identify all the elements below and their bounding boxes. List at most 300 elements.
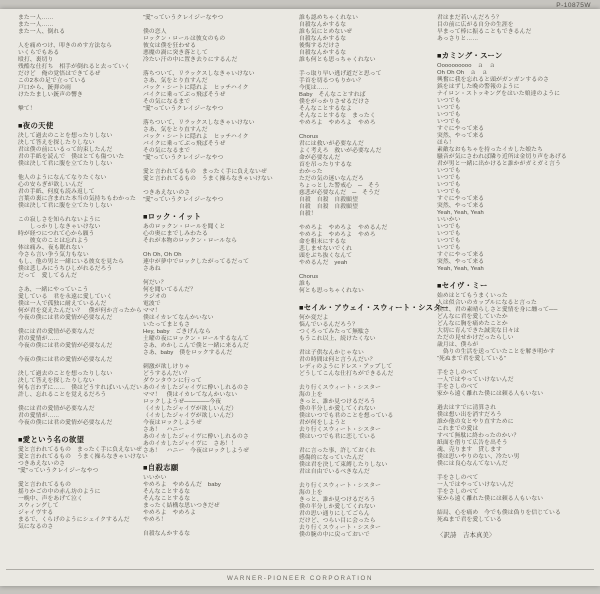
lyric-line: さあ、めかしこんで僕と一緒に来るんだ [143, 343, 249, 349]
lyric-line: また一人…… [18, 15, 54, 21]
lyric-line: 紙面を借りて広告を出そう [437, 440, 508, 446]
lyric-line: 今夜の僕には君の愛情が必要なんだ [18, 315, 113, 321]
lyric-line: わかった [299, 169, 323, 175]
verse [299, 225, 449, 267]
lyric-line: いつでも [437, 112, 461, 118]
lyric-line: つきあえないのさ [143, 190, 191, 196]
lyric-line: けたたましい銃声の響き [18, 92, 83, 98]
lyric-line: 悩んでいるんだろう？ [299, 322, 358, 328]
lyric-line: いつでも [437, 238, 461, 244]
lyric-line: 撃て！ [18, 106, 36, 112]
lyric-line: 誰も [299, 281, 311, 287]
lyric-line: 僕の半分しか愛してくれない [299, 406, 376, 412]
lyric-line: もし、他の男と一緒にいる彼女を見たら [18, 259, 125, 265]
lyric-line: 君の愛情が…… [18, 413, 60, 419]
lyric-line: 突然、やって来る [437, 203, 485, 209]
lyric-line: やめろ！ [143, 517, 167, 523]
verse [18, 357, 148, 364]
lyric-line: 今夜の僕には君の愛情が必要なんだ [18, 357, 113, 363]
lyric-line: バイクに乗ってぶっ飛ばそうぜ [143, 141, 226, 147]
lyric-line: そんなことするな [143, 489, 191, 495]
lyric-line: しっかりしなきゃいけない [18, 224, 101, 230]
lyric-line: 首を吊ったりするな [299, 162, 353, 168]
lyric-line: 僕には君の愛情が必要なんだ [18, 329, 95, 335]
lyric-line: 悲しませないでくれ [299, 246, 353, 252]
verse [18, 43, 148, 99]
verse [437, 63, 567, 273]
lyric-line: 自殺なんかするな [299, 22, 347, 28]
lyric-line: 残酷な仕打ち 相手が倒れると去っていく [18, 64, 131, 70]
verse [18, 287, 148, 322]
verse [143, 252, 273, 273]
lyric-line: その気になるまで [143, 148, 191, 154]
lyric-line: 歳月は、僕らが [437, 342, 479, 348]
verse [143, 190, 273, 204]
lyric-line: 何を聞いてるんだ？ [143, 287, 197, 293]
lyric-line: ほら！ [437, 140, 455, 146]
verse [143, 15, 273, 22]
lyric-line: 一人ではやっていけないんだ [437, 377, 514, 383]
song-title: ■愛という名の欲望 [18, 435, 85, 444]
lyric-line: 後悔するだけさ [299, 43, 341, 49]
lyric-line: この2本の足で立っている [18, 78, 87, 84]
song-title: ■カミング・スーン [437, 51, 503, 60]
lyric-line: 手をさしのべて [437, 475, 479, 481]
lyric-line: 自殺 自殺 自殺願望 [299, 204, 358, 210]
lyric-line: ダウンタウンに行って [143, 378, 202, 384]
verse [299, 350, 449, 378]
lyrics-column-2 [143, 15, 273, 545]
lyric-line: 何も言わずに…… 僕はどうすればいいんだい [18, 385, 142, 391]
verse [18, 217, 148, 280]
lyric-line: 今さら言い争う気力もない [18, 252, 89, 258]
verse [299, 71, 449, 127]
lyric-line: Baby そんなことすれば [299, 92, 366, 98]
verse [437, 405, 567, 468]
lyric-line: 愛している 君を永遠に愛していく [18, 294, 113, 300]
verse [18, 329, 148, 350]
lyric-line: 揺りかごの中の赤ん坊のように [18, 489, 101, 495]
lyric-line: ママ！ 僕はイカレてなんかいない [143, 392, 238, 398]
lyric-line: だけど、つらい目に会ったら [299, 518, 376, 524]
lyric-line: “愛”っていうクレイジーなやつ [18, 468, 99, 474]
lyric-line: 何だい？ [143, 280, 167, 286]
lyric-line: 何が君を変えたんだい？ 僕が何か言ったから [18, 308, 142, 314]
lyric-line: 騒音が気にさわれば隣り近所は金切り声をあげる [437, 154, 567, 160]
lyric-line: そんなことするなよ [299, 106, 353, 112]
lyric-line: 愛と言われてるもの うまく操らなきゃいけない [143, 176, 273, 182]
lyric-line: 突然、やって来る [437, 259, 485, 265]
verse [143, 29, 273, 64]
lyric-line: 他人のようになんてなりたくない [18, 175, 107, 181]
footer-company-name: WARNER-PIONEER CORPORATION [226, 575, 374, 582]
lyric-line: 僕の恋人 [143, 29, 167, 35]
lyric-line: そんなことするな まったく [299, 113, 376, 119]
lyric-line: Chorus [299, 134, 319, 140]
verse [143, 71, 273, 113]
lyric-line: 連中が夢中でロックしたがってるだって [143, 259, 250, 265]
lyric-line: 僕をがっかりさせるだけさ [299, 99, 370, 105]
lyric-line: 彼女のことは忘れよう [18, 238, 89, 244]
lyric-line: Oh Oh Oh ａ ａ [437, 70, 488, 76]
lyric-line: ただの見せかけだったらしい [437, 335, 514, 341]
lyric-line: やめろよ やめるんだ baby [143, 482, 221, 488]
lyric-line: すぐにやって来る [437, 252, 485, 258]
verse [299, 274, 449, 295]
lyric-line: ラジオの [143, 294, 167, 300]
verse [18, 447, 148, 475]
lyric-line: 家から遠く離れた僕には頼る人もいない [437, 496, 544, 502]
lyric-line: 何か変だよ [299, 315, 329, 321]
lyric-line: 過去はすでに清算され [437, 405, 497, 411]
lyric-line: “愛”っていうクレイジーなやつ [143, 197, 224, 203]
song-title: ■自殺志願 [143, 463, 179, 472]
lyrics-column-3 [299, 15, 449, 546]
lyric-line: 去り行くスウィート・シスター [299, 427, 382, 433]
verse [437, 475, 567, 503]
lyric-line: 君に言った事、許しておくれ [299, 448, 376, 454]
lyric-line: 僕には君の愛情が必要なんだ [18, 406, 95, 412]
lyric-line: 自殺なんかするな [299, 50, 347, 56]
lyric-line: ジャイヴする [18, 510, 54, 516]
lyric-line: 決して過去のことを想ったりしない [18, 133, 113, 139]
lyrics-column-1 [18, 15, 148, 538]
lyric-line: 君の手紙、何度も読み返して [18, 189, 95, 195]
song-title: ■夜の天使 [18, 121, 54, 130]
lyric-line: 決して過去のことを想ったりしない [18, 371, 113, 377]
lyric-line: すぐにやって来る [437, 196, 485, 202]
lyric-line: いいかい [143, 475, 167, 481]
lyric-line: 今度は…… [299, 85, 329, 91]
lyric-line: 君が男と一緒に出かけると誰かがガミガミ言う [437, 161, 561, 167]
lyric-sheet-paper [0, 9, 600, 586]
lyric-line: さあ、気をとり直すんだ [143, 127, 208, 133]
lyric-line: Yeah, Yeah, Yeah [437, 266, 484, 272]
verse [143, 280, 273, 357]
lyric-line: 冷たい汗の中に置き去りにするんだ [143, 57, 238, 63]
lyric-line: 僕はいつでも君に恋している [299, 434, 376, 440]
lyric-line: 僕の腕の中に戻っておいで [299, 532, 370, 538]
lyric-line: さあ、一緒にやっていこう [18, 287, 89, 293]
song-title: ■セイル・アウェイ・スウィート・シスター [299, 303, 449, 312]
verse [143, 531, 273, 538]
lyric-line: 僕の半分しか愛してくれない [299, 504, 376, 510]
lyric-line: 心の奥にまでしみわたる [143, 231, 208, 237]
lyric-line: 誰も認めちゃくれない [299, 15, 358, 21]
lyric-line: “愛”っていうクレイジーなやつ [143, 106, 224, 112]
translator-credit [437, 532, 567, 539]
lyric-line: Oooooooooo ａ ａ [437, 63, 496, 69]
lyric-line: バイクに乗ってぶっ飛ばそうぜ [143, 92, 226, 98]
lyrics-column-4 [437, 15, 567, 546]
lyric-line: 彼女は僕を狂わせる [143, 43, 197, 49]
lyric-line: いつでも [437, 245, 461, 251]
lyric-line: 悪魔の渦に突き落として [143, 50, 208, 56]
lyric-line: 手首を切るつもりかい？ [299, 78, 364, 84]
lyric-line: あのイカしたジャイヴに酔いしれるのさ [143, 434, 249, 440]
lyric-line: 君には救いが必要なんだ [299, 141, 364, 147]
lyric-line: ママ！ [143, 308, 161, 314]
lyric-line: 鋲をはずした晩の警報のように [437, 84, 520, 90]
lyric-line: だって 愛してるんだ [18, 273, 77, 279]
verse [299, 134, 449, 218]
lyric-line: だけど 俺の覚悟はできてるぜ [18, 71, 101, 77]
lyric-line: 体は痛み、夜も眠れない [18, 245, 84, 251]
lyric-line: さあ、気をとり直すんだ [143, 78, 208, 84]
lyric-line: “死ぬまで君を愛している” [437, 356, 506, 362]
lyric-line: やめろよ やめろよ やめろ [299, 120, 376, 126]
lyric-line: Hey, baby ごきげんなら [143, 329, 211, 335]
lyric-line: （イカしたジャイヴが欲しいんだ） [143, 406, 238, 412]
lyric-line: 落ちついて、リラックスしなきゃいけない [143, 71, 255, 77]
lyric-line: 魂、売ります 貸します [437, 447, 502, 453]
verse [18, 106, 148, 113]
verse [437, 15, 567, 43]
verse [18, 482, 148, 531]
lyric-line: 素敵なおもちゃを持ったイカした娘たち [437, 147, 543, 153]
lyric-line: 君は子供なんかじゃない [299, 350, 364, 356]
lyric-line: いつでも [437, 119, 461, 125]
lyric-line: 誰も気にとめないぜ [299, 29, 353, 35]
lyric-line: いつでも [437, 168, 461, 174]
verse [437, 293, 567, 363]
lyric-line: 〈訳詩 吉本真美〉 [437, 532, 496, 539]
lyric-line: 僕はいつでも君のことを想っている [299, 413, 394, 419]
lyric-line: スウィングして [18, 503, 59, 509]
lyric-line: 落ちついて、リラックスしなきゃいけない [143, 120, 255, 126]
lyric-line: Oh Oh, Oh Oh [143, 252, 182, 258]
lyric-line: いつでも [437, 105, 461, 111]
lyric-line: 電波で [143, 301, 161, 307]
lyric-line: 土曜の夜にロックン・ロールするなんて [143, 336, 249, 342]
lyric-line: いつでも [437, 231, 461, 237]
lyric-line: すぐにやって来る [437, 126, 485, 132]
lyric-line: 時が経つにつれて心から願う [18, 231, 95, 237]
lyric-line: どうするんだい？ [143, 371, 191, 377]
verse [437, 510, 567, 524]
lyric-line: ただの気の迷いなんだろ [299, 176, 364, 182]
lyric-line: 去り行くスウィート・シスター [299, 483, 382, 489]
lyric-line: ちょっとした警戒心 ─ そう [299, 183, 380, 189]
lyric-line: それが本物のロックン・ロールなら [143, 238, 238, 244]
lyric-line: 殴打、裏切り [18, 57, 54, 63]
lyric-line: きっと、誰か見つけるだろう [299, 399, 376, 405]
verse [299, 483, 449, 539]
lyric-line: もうこれ以上、続けたくない [299, 336, 376, 342]
lyric-line: いたってまともさ [143, 322, 191, 328]
lyric-line: どうしてこんな仕打ちができるんだ [299, 371, 394, 377]
lyric-line: 自殺なんかするな [299, 36, 347, 42]
lyric-line: あのイカしたジャイヴに さあ！！ [143, 441, 238, 447]
lyric-line: 愛と言われてるもの まったく手に負えないぜ [143, 169, 267, 175]
lyric-line: さあ！ ハニー [143, 427, 185, 433]
lyric-line: 興奮に我を忘れると頭がガンガンするのさ [437, 77, 550, 83]
lyric-line: ロックしようぜ──────今夜 [143, 399, 222, 405]
verse [18, 371, 148, 399]
lyric-line: 今夜の僕には君の愛情が必要なんだ [18, 420, 113, 426]
verse [18, 406, 148, 427]
lyric-line: 愛と言われてるもの うまく操らなきゃいけない [18, 454, 148, 460]
lyric-line: 君は僕の前にいるって約束したんだ [18, 147, 113, 153]
lyric-line: 愛と言われてるもの [18, 482, 72, 488]
lyric-line: 心の安らぎが欲しいんだ [18, 182, 83, 188]
lyric-line: やめろよ やめろよ やめるんだ [299, 225, 388, 231]
lyric-line: 僕は、君の素晴らしさと愛情を身に纏って── [437, 307, 558, 313]
lyric-line: 自殺 自殺 自殺願望 [299, 197, 358, 203]
lyric-line: 一晩中、声をあげて泣く [18, 496, 83, 502]
lyric-line: あのイカしたジャイヴに酔いしれるのさ [143, 385, 249, 391]
lyric-line: 自殺！ [299, 211, 317, 217]
lyric-line: きっと、誰か見つけるだろう [299, 497, 376, 503]
lyric-line: 突然、やって来る [437, 133, 485, 139]
lyric-line: 始めはとてもうまくいった [437, 293, 508, 299]
lyric-line: 君の思い通りにしてごらん [299, 511, 370, 517]
verse [143, 475, 273, 524]
lyric-line: また一人、倒れる [18, 29, 66, 35]
lyric-line: 手っ取り早い逃げ道だと思って [299, 71, 382, 77]
lyric-line: あっさりと…… [437, 36, 479, 42]
lyric-line: 家から遠く離れた僕には頼る人もいない [437, 391, 544, 397]
lyric-line: その気になるまで [143, 99, 191, 105]
lyric-line: 今夜はロックしようぜ [143, 420, 202, 426]
lyric-line: さあ、baby 僕をロックするんだ [143, 350, 233, 356]
lyric-line: 愛と言われてるもの まったく手に負えないぜ [18, 447, 142, 453]
lyric-line: 僕は思いやりのない、冷たい男 [437, 454, 520, 460]
verse [143, 169, 273, 183]
lyric-line: 目の前に広がる自分の生涯を [437, 22, 514, 28]
lyric-line: 自殺なんかするな [143, 531, 191, 537]
lyric-line: 僕には良心なんてないんだ [437, 461, 508, 467]
lyric-line: 君は自由でいるべきなんだ [299, 469, 370, 475]
lyric-line: いつでも [437, 175, 461, 181]
lyric-line: 言葉の裏に含まれた本当の気持ちもわかった [18, 196, 136, 202]
lyric-line: 今夜の僕には君の愛情が必要なんだ [18, 343, 113, 349]
footer-divider [6, 569, 594, 570]
song-title: ■セイヴ・ミー [437, 281, 488, 290]
lyric-line: 早まって棒に振ることもできるんだ [437, 29, 532, 35]
lyric-line: 誰も何とも思っちゃくれない [299, 57, 376, 63]
lyric-line: さあね [143, 266, 161, 272]
verse [143, 120, 273, 162]
lyric-line: 偽りの生活を送っていたことを解き明かす [437, 349, 555, 355]
lyric-line: ロックン・ロールは彼女のもの [143, 36, 226, 42]
lyric-line: 手をさしのべて [437, 384, 479, 390]
verse [299, 15, 449, 64]
verse [299, 385, 449, 441]
lyric-line: 僕は一人で孤独に耐えているんだ [18, 301, 107, 307]
verse [18, 15, 148, 36]
song-title: ■ロック・イット [143, 212, 202, 221]
lyric-line: ナイロン・ストッキングをはいた娘達のように [437, 91, 561, 97]
lyric-line: 刺激が欲しけりゃ [143, 364, 191, 370]
lyric-line: 命が必要なんだ [299, 155, 341, 161]
lyric-line: （イカしたジャイヴが欲しいんだ） [143, 413, 238, 419]
lyric-line: つきあえないのさ [18, 461, 66, 467]
lyric-line: これまでの愛は [437, 426, 479, 432]
lyric-line: 去り行くスウィート・シスター [299, 525, 382, 531]
lyric-line: 戸口から、銃弾の雨 [18, 85, 72, 91]
verse [299, 448, 449, 476]
lyric-line: Yeah, Yeah, Yeah [437, 210, 484, 216]
lyric-line: どんなに君を愛していたか [437, 314, 508, 320]
lyric-line: 許し、忘れることを覚えるだろう [18, 392, 107, 398]
lyric-line: Chorus [299, 274, 319, 280]
lyric-line: さあ！ ハニー 今夜はロックしようぜ [143, 448, 250, 454]
verse [299, 315, 449, 343]
lyric-line: 僕は想い出を消すだろう [437, 412, 502, 418]
lyric-line: 一人ではやっていけないんだ [437, 482, 514, 488]
lyric-line: レディのようにドレス・アップして [299, 364, 393, 370]
lyric-line: 手をさしのべて [437, 489, 479, 495]
lyric-line: よく考えろ 救いが必要なんだ [299, 148, 382, 154]
lyric-line: いつでも [437, 189, 461, 195]
lyric-line: 決して答えを探したりしない [18, 140, 95, 146]
lyric-line: いつでも [437, 98, 461, 104]
lyric-line: 僕は君を決して束縛したりしない [299, 462, 388, 468]
lyric-line: 人は似合いのカップルになると言った [437, 300, 537, 306]
lyric-line: “愛”っていうクレイジーなやつ [143, 155, 224, 161]
lyric-line: そんなことするな [143, 496, 191, 502]
lyric-line: まったく結構な思いつきだぜ [143, 503, 220, 509]
verse [18, 175, 148, 210]
lyric-line: バック・シートに隠れよ ヒッチハイク [143, 85, 249, 91]
lyric-line: まるで、くらげのようにシェイクするんだ [18, 517, 130, 523]
lyric-line: どんなに胸を痛めたことか [437, 321, 508, 327]
lyric-line: 誰か他の女とやり直すために [437, 419, 514, 425]
lyric-line: 何とも思っちゃくれない [299, 288, 364, 294]
lyric-line: また一人…… [18, 22, 54, 28]
lyric-line: 君の愛情が…… [18, 336, 60, 342]
lyric-line: 慈悲が必要なんだ ─ そうだ [299, 190, 380, 196]
verse [437, 370, 567, 398]
lyric-line: すべて無駄に終わったのかい？ [437, 433, 520, 439]
lyric-line: 頭をぶち抜くなんて [299, 253, 353, 259]
lyric-line: 僕は決して君に腹を立てたりしない [18, 161, 113, 167]
lyric-line: つくろってみたって無駄さ [299, 329, 370, 335]
lyric-line: 僕はイカレてなんかいない [143, 315, 214, 321]
verse [143, 364, 273, 455]
lyric-line: いつでも [437, 224, 461, 230]
lyric-line: 海の上を [299, 392, 323, 398]
lyric-line: 君の手紙を読んで 僕はとても傷ついた [18, 154, 125, 160]
lyric-line: 僕は決して君に腹を立てたりしない [18, 203, 113, 209]
lyric-line: 海の上を [299, 490, 323, 496]
lyric-line: 感傷的になっていたんだ [299, 455, 364, 461]
lyric-line: “愛”っていうクレイジーなやつ [143, 15, 224, 21]
lyric-line: 人を痛めつけ、叩きのめす方法なら [18, 43, 113, 49]
lyric-line: あのロックン・ロールを聞くと [143, 224, 226, 230]
verse [143, 224, 273, 245]
lyric-line: いつでも [437, 182, 461, 188]
catalog-number: P-10875W [556, 2, 591, 9]
lyric-line: 命を粗末にするな [299, 239, 347, 245]
lyric-line: バック・シートに隠れよ ヒッチハイク [143, 134, 249, 140]
lyric-line: 君はまだ若いんだろう？ [437, 15, 502, 21]
lyric-line: 結局、心を痛め 今でも僕は偽りを信じている [437, 510, 561, 516]
lyric-line: 決して答えを探したりしない [18, 378, 95, 384]
verse [18, 133, 148, 168]
lyric-line: いいかい [437, 217, 461, 223]
lyric-line: やめろよ やめろよ [143, 510, 197, 516]
lyric-line: いくらでもある [18, 50, 60, 56]
lyric-line: 君が何をしようと [299, 420, 347, 426]
lyric-line: やめろよ やめろよ やめろ [299, 232, 376, 238]
lyric-line: この寂しさを知られないように [18, 217, 101, 223]
lyric-line: やめるんだ yeah [299, 260, 348, 266]
lyric-line: 僕は悲しみにうちひしがれるだろう [18, 266, 113, 272]
lyric-line: 死ぬまで君を愛している [437, 517, 502, 523]
lyric-line: 君の時間は何と言うんだい？ [299, 357, 376, 363]
